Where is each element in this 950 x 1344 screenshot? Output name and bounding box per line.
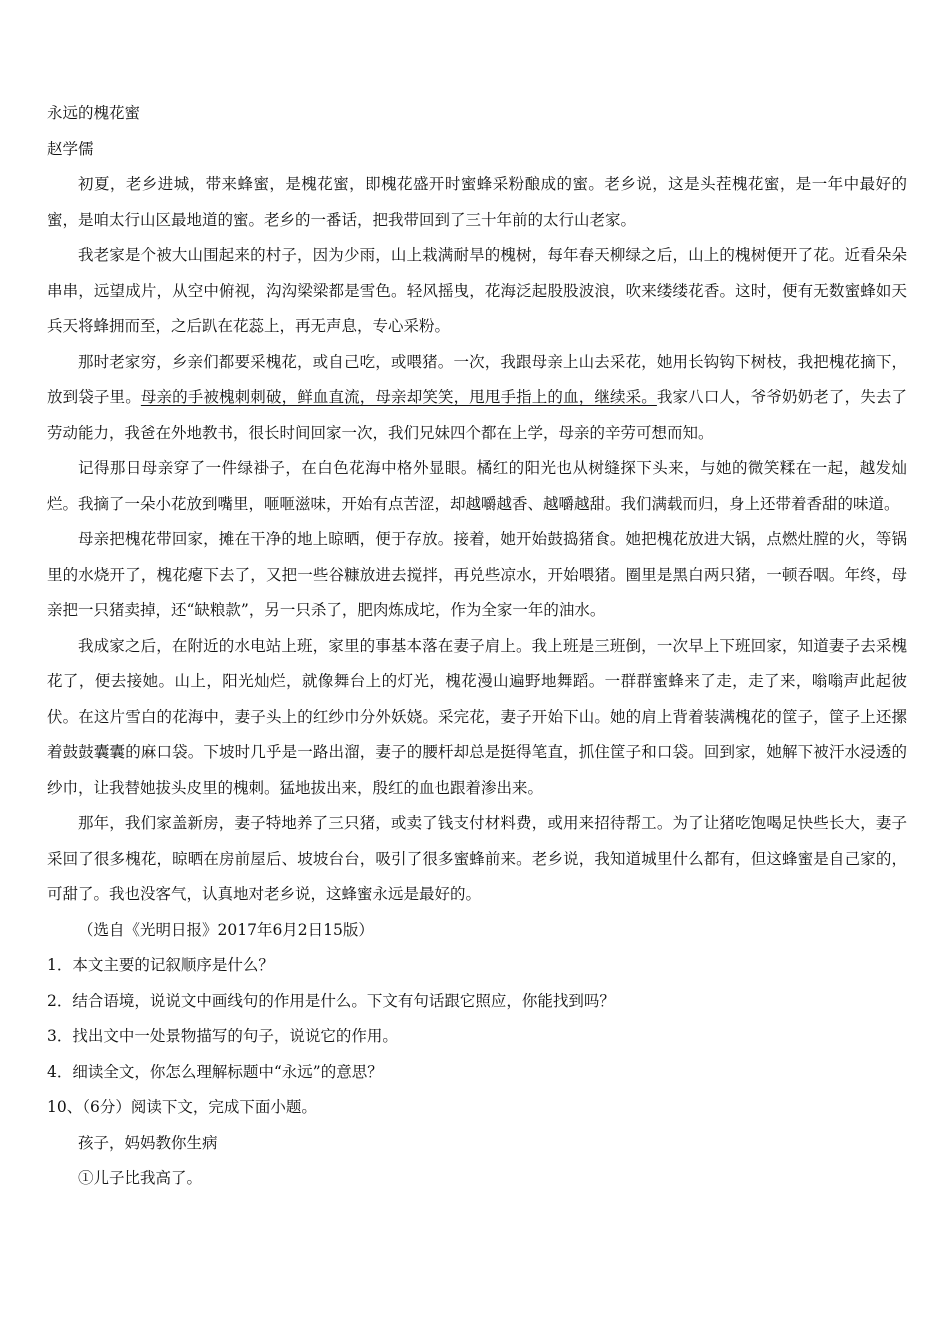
question-4: 4．细读全文，你怎么理解标题中“永远”的意思？ [47,1062,383,1081]
paragraph-4: 记得那日母亲穿了一件绿褂子，在白色花海中格外显眼。橘红的阳光也从树缝探下头来，与她的微笑糅在一起，越发灿烂。我摘了一朵小花放到嘴里，咂咂滋味，开始有点苦涩，却越嚼越香、越嚼越甜。我们满载而归，身上还带着香甜的味道。 [47,459,907,513]
underlined-sentence: 母亲的手被槐刺刺破，鲜血直流，母亲却笑笑，甩甩手指上的血，继续采。 [140,388,657,406]
section-10-title: 孩子，妈妈教你生病 [78,1133,218,1152]
section-10-first-line: ①儿子比我高了。 [78,1169,203,1187]
article-author: 赵学儒 [47,139,94,158]
paragraph-3-part-b: 我家八口人，爷爷奶奶老了，失去了劳动能力，我爸在外地教书，很长时间回家一次，我们兄妹四个都在上学，母亲的辛劳可想而知。 [47,388,907,442]
paragraph-2: 我老家是个被大山围起来的村子，因为少雨，山上栽满耐旱的槐树，每年春天柳绿之后，山上的槐树便开了花。近看朵朵串串，远望成片，从空中俯视，沟沟梁梁都是雪色。轻风摇曳，花海泛起股股波浪，吹来缕缕花香。这时，便有无数蜜蜂如天兵天将蜂拥而至，之后趴在花蕊上，再无声息，专心采粉。 [47,246,907,335]
paragraph-3-part-a: 那时老家穷，乡亲们都要采槐花，或自己吃，或喂猪。一次，我跟母亲上山去采花，她用长钩钩下树枝，我把槐花摘下，放到袋子里。 [47,352,907,406]
question-3: 3．找出文中一处景物描写的句子，说说它的作用。 [47,1027,398,1045]
section-10-header: 10、（6分）阅读下文，完成下面小题。 [47,1098,317,1116]
question-2: 2．结合语境，说说文中画线句的作用是什么。下文有句话跟它照应，你能找到吗？ [47,991,615,1010]
article-title: 永远的槐花蜜 [47,104,141,122]
question-1: 1．本文主要的记叙顺序是什么？ [47,956,274,974]
paragraph-6: 我成家之后，在附近的水电站上班，家里的事基本落在妻子肩上。我上班是三班倒，一次早上下班回家，知道妻子去采槐花了，便去接她。山上，阳光灿烂，就像舞台上的灯光，槐花漫山遍野地舞蹈。一群群蜜蜂来了走，走了来，嗡嗡声此起彼伏。在这片雪白的花海中，妻子头上的红纱巾分外妖娆。采完花，妻子开始下山。她的肩上背着装满槐花的筐子，筐子上还摞着鼓鼓囊囊的麻口袋。下坡时几乎是一路出溜，妻子的腰杆却总是挺得笔直，抓住筐子和口袋。回到家，她解下被汗水浸透的纱巾，让我替她拔头皮里的槐刺。猛地拔出来，殷红的血也跟着渗出来。 [47,636,907,797]
paragraph-7: 那年，我们家盖新房，妻子特地养了三只猪，或卖了钱支付材料费，或用来招待帮工。为了让猪吃饱喝足快些长大，妻子采回了很多槐花，晾晒在房前屋后、坡坡台台，吸引了很多蜜蜂前来。老乡说，我知道城里什么都有，但这蜂蜜是自己家的，可甜了。我也没客气，认真地对老乡说，这蜂蜜永远是最好的。 [47,814,907,903]
article-content [47,96,907,1197]
paragraph-3 [47,345,907,452]
paragraph-5: 母亲把槐花带回家，摊在干净的地上晾晒，便于存放。接着，她开始鼓捣猪食。她把槐花放进大锅，点燃灶膛的火，等锅里的水烧开了，槐花瘪下去了，又把一些谷糠放进去搅拌，再兑些凉水，开始喂猪。圈里是黑白两只猪，一顿吞咽。年终，母亲把一只猪卖掉，还“缺粮款”，另一只杀了，肥肉炼成坨，作为全家一年的油水。 [47,530,907,619]
paragraph-1: 初夏，老乡进城，带来蜂蜜，是槐花蜜，即槐花盛开时蜜蜂采粉酿成的蜜。老乡说，这是头茬槐花蜜，是一年中最好的蜜，是咱太行山区最地道的蜜。老乡的一番话，把我带回到了三十年前的太行山老家。 [47,175,907,229]
article-source: （选自《光明日报》2017年6月2日15版） [78,920,374,939]
